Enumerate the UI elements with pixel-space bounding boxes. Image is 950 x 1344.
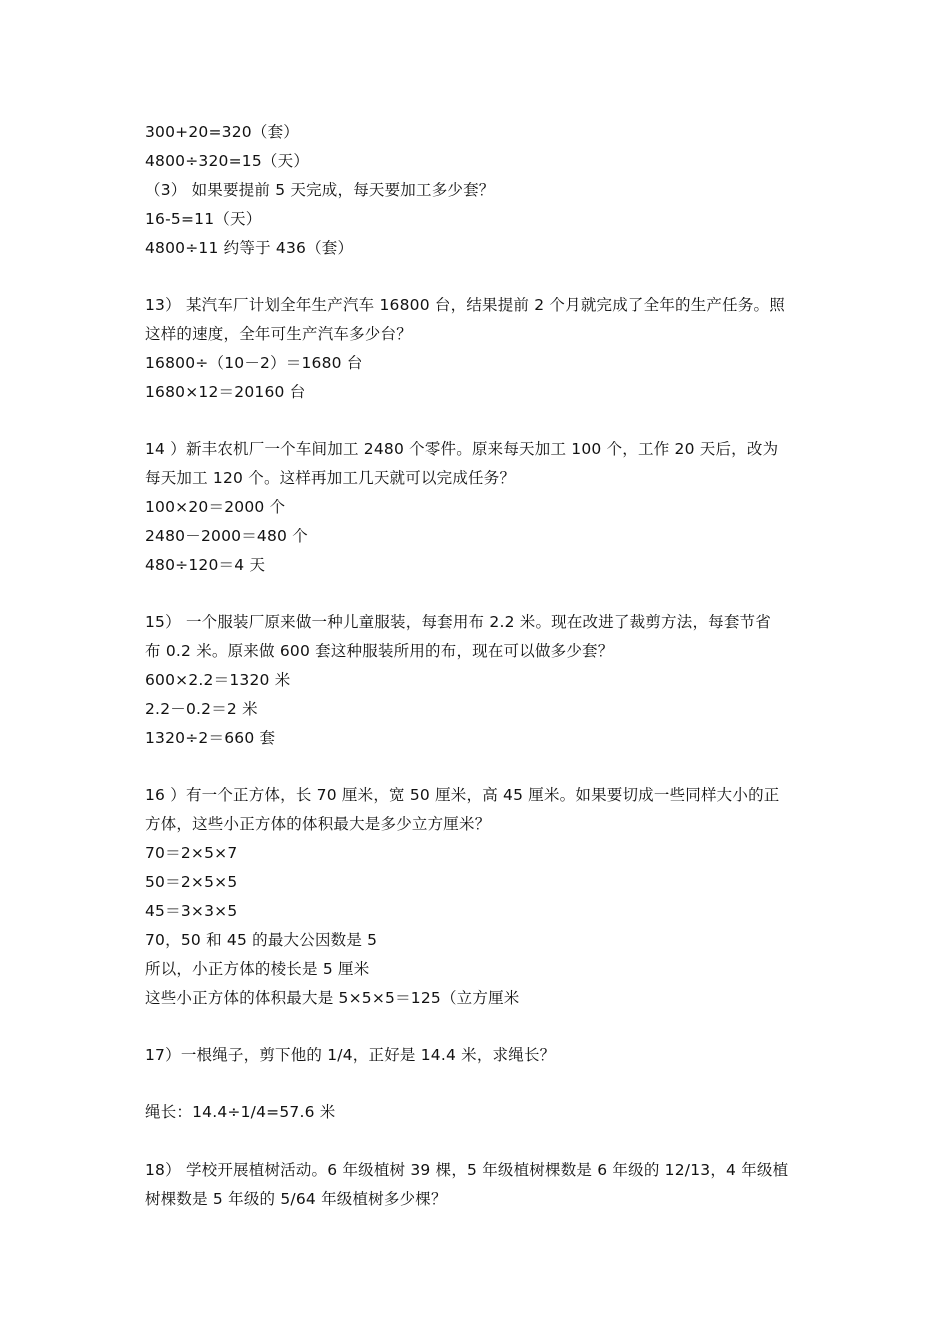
question-15-line-1: 15） 一个服装厂原来做一种儿童服装，每套用布 2.2 米。现在改进了裁剪方法，每套节省 [145,613,771,631]
text-line: 1680×12＝20160 台 [145,383,306,401]
text-line: 这些小正方体的体积最大是 5×5×5＝125（立方厘米 [145,989,520,1007]
text-line: 16800÷（10－2）＝1680 台 [145,354,363,372]
question-13-line-1: 13） 某汽车厂计划全年生产汽车 16800 台，结果提前 2 个月就完成了全年的生产任务。照 [145,296,785,314]
question-14-line-2: 每天加工 120 个。这样再加工几天就可以完成任务？ [145,469,516,487]
question-17-line-1: 17）一根绳子，剪下他的 1/4，正好是 14.4 米，求绳长？ [145,1046,556,1064]
text-line: 2480－2000＝480 个 [145,527,308,545]
question-18-line-1: 18） 学校开展植树活动。6 年级植树 39 棵，5 年级植树棵数是 6 年级的 12/13，4 年级植 [145,1161,789,1179]
text-line: 1320÷2＝660 套 [145,729,276,747]
question-14-line-1: 14 ）新丰农机厂一个车间加工 2480 个零件。原来每天加工 100 个，工作 20 天后，改为 [145,440,779,458]
text-line: 4800÷11 约等于 436（套） [145,239,354,257]
question-13-line-2: 这样的速度，全年可生产汽车多少台？ [145,325,412,343]
question-18-line-2: 树棵数是 5 年级的 5/64 年级植树多少棵？ [145,1190,447,1208]
text-line: 100×20＝2000 个 [145,498,286,516]
text-line: 45＝3×3×5 [145,902,238,920]
text-line: 16-5=11（天） [145,210,262,228]
text-line: 4800÷320=15（天） [145,152,310,170]
text-line: 600×2.2＝1320 米 [145,671,291,689]
text-line: 50＝2×5×5 [145,873,238,891]
question-16-line-2: 方体，这些小正方体的体积最大是多少立方厘米？ [145,815,491,833]
question-15-line-2: 布 0.2 米。原来做 600 套这种服装所用的布，现在可以做多少套？ [145,642,614,660]
text-line: 2.2－0.2＝2 米 [145,700,258,718]
text-line: 480÷120＝4 天 [145,556,266,574]
question-16-line-1: 16 ）有一个正方体，长 70 厘米，宽 50 厘米，高 45 厘米。如果要切成一些同样大小的正 [145,786,780,804]
text-line: 70，50 和 45 的最大公因数是 5 [145,931,378,949]
text-line: （3） 如果要提前 5 天完成，每天要加工多少套？ [145,181,495,199]
text-line: 70＝2×5×7 [145,844,238,862]
text-line: 300+20=320（套） [145,123,299,141]
text-line: 绳长：14.4÷1/4=57.6 米 [145,1103,336,1121]
text-line: 所以，小正方体的棱长是 5 厘米 [145,960,370,978]
